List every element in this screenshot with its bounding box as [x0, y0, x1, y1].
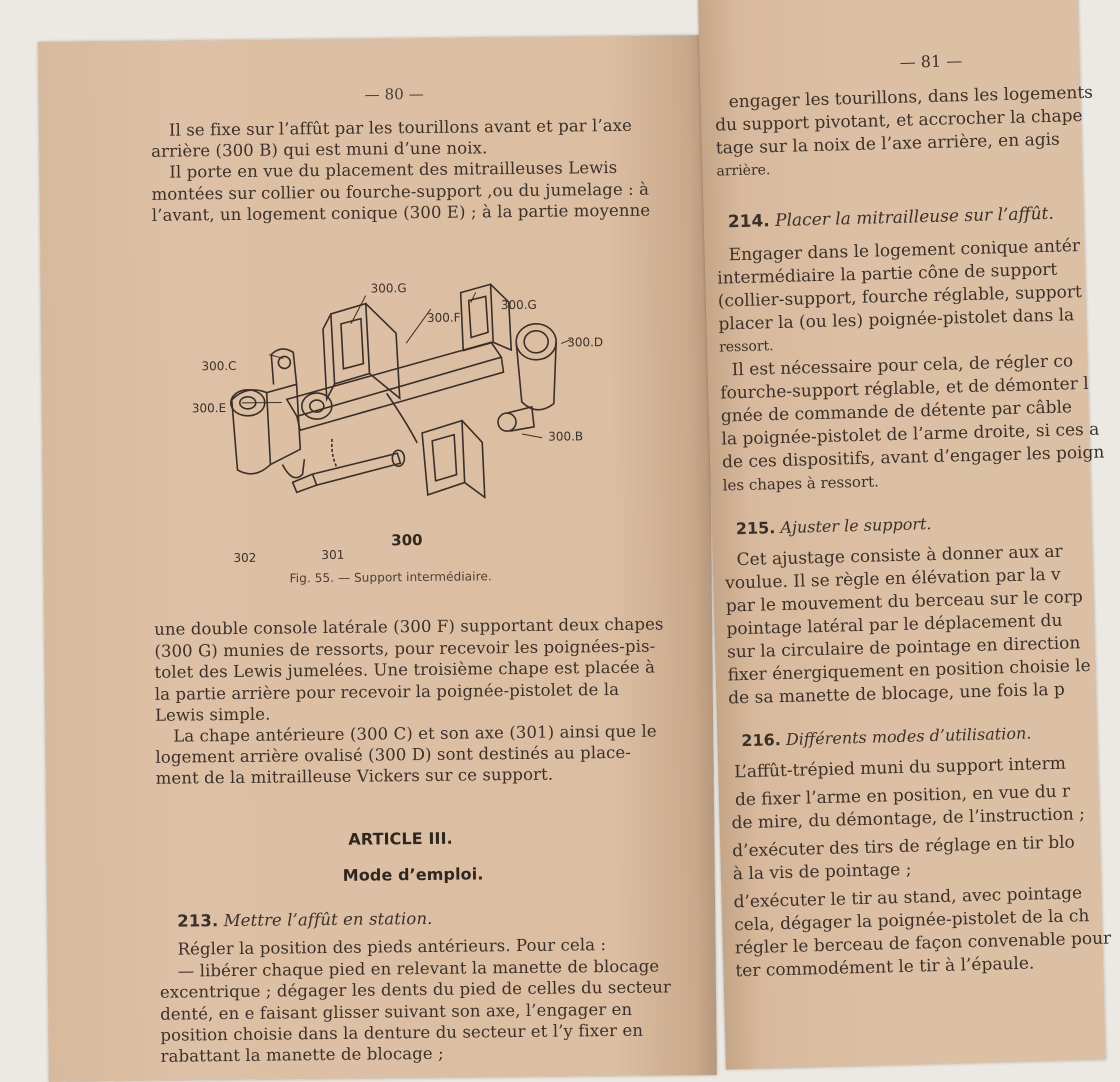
text-line: denté, en e faisant glisser suivant son axe, l’engager en: [160, 999, 633, 1024]
text-line: montées sur collier ou fourche-support ,ou du jumelage : à: [151, 179, 650, 204]
text-line: gnée de commande de détente par câble: [720, 397, 1073, 427]
text-line: tolet des Lewis jumelées. Une troisième chape est placée à: [154, 657, 656, 682]
text-line: rabattant la manette de blocage ;: [160, 1043, 444, 1066]
text-line: d’exécuter des tirs de réglage en tir blo: [732, 832, 1076, 862]
text-line: la poignée-pistolet de l’arme droite, si ces a: [721, 419, 1100, 450]
text-line: de sa manette de blocage, une fois la p: [728, 679, 1066, 709]
text-line: arrière.: [716, 162, 771, 180]
section-title: Ajuster le support.: [780, 514, 932, 538]
figure-label: 300.G: [370, 281, 407, 296]
text-line: excentrique ; dégager les dents du pied de celles du secteur: [159, 977, 672, 1002]
text-line: du support pivotant, et accrocher la chape: [715, 105, 1083, 136]
section-number: 214.: [727, 211, 771, 233]
text-line: à la vis de pointage ;: [732, 859, 912, 885]
text-line: Régler la position des pieds antérieurs. Pour cela :: [177, 935, 607, 959]
text-line: de ces dispositifs, avant d’engager les poign: [721, 442, 1105, 473]
text-line: voulue. Il se règle en élévation par la v: [725, 564, 1061, 594]
text-line: Il se fixe sur l’affût par les tourillons avant et par l’axe: [168, 115, 633, 140]
text-line: — libérer chaque pied en relevant la manette de blocage: [177, 956, 660, 981]
text-line: une double console latérale (300 F) supportant deux chapes: [154, 614, 664, 639]
figure-label: 300.F: [426, 310, 461, 325]
section-215-heading: [736, 512, 932, 540]
section-214-heading: [728, 203, 1055, 235]
text-line: d’exécuter le tir au stand, avec pointage: [733, 883, 1083, 913]
text-line: tage sur la noix de l’axe arrière, en agis: [715, 129, 1060, 159]
text-line: Lewis simple.: [154, 704, 271, 725]
figure-label: 300.C: [201, 358, 237, 374]
text-line: sur la circulaire de pointage en direction: [726, 633, 1081, 663]
text-line: Engager dans le logement conique antér: [728, 236, 1081, 266]
section-number: 216.: [741, 730, 782, 751]
figure-caption: Fig. 55. — Support intermédiaire.: [289, 569, 492, 586]
figure-label: 302: [233, 550, 257, 565]
section-title: Différents modes d’utilisation.: [785, 723, 1032, 749]
text-line: ment de la mitrailleuse Vickers sur ce support.: [155, 764, 554, 788]
text-line: (collier-support, fourche réglable, support: [717, 282, 1083, 312]
text-line: La chape antérieure (300 C) et son axe (301) ainsi que le: [173, 721, 657, 746]
text-line: ressort.: [718, 338, 774, 356]
text-line: position choisie dans la denture du secteur et l’y fixer en: [160, 1020, 644, 1045]
article-title: ARTICLE III.: [348, 828, 453, 849]
text-line: L’affût-trépied muni du support interm: [733, 753, 1067, 783]
text-line: de mire, du démontage, de l’instruction ;: [731, 804, 1086, 834]
section-number: 213.: [177, 911, 219, 931]
section-title: Mettre l’affût en station.: [223, 908, 433, 931]
figure-label: 300.B: [548, 429, 584, 444]
figure-support-intermediaire: [190, 231, 613, 565]
text-line: ter commodément le tir à l’épaule.: [735, 953, 1035, 982]
text-line: régler le berceau de façon convenable pour: [734, 928, 1112, 959]
text-line: (300 G) munies de ressorts, pour recevoir les poignées-pis-: [154, 636, 656, 661]
article-subtitle: Mode d’emploi.: [342, 864, 484, 885]
text-line: fourche-support réglable, et de démonter l: [720, 373, 1089, 404]
text-line: par le mouvement du berceau sur le corp: [725, 587, 1084, 617]
left-page: [38, 35, 717, 1082]
section-title: Placer la mitrailleuse sur l’affût.: [774, 203, 1055, 232]
text-line: intermédiaire la partie cône de support: [717, 259, 1058, 289]
section-216-heading: [741, 722, 1032, 753]
text-line: Il est nécessaire pour cela, de régler co: [731, 351, 1074, 381]
text-line: Cet ajustage consiste à donner aux ar: [736, 541, 1063, 571]
text-line: la partie arrière pour recevoir la poignée-pistolet de la: [154, 679, 620, 704]
figure-label: 300.E: [191, 401, 227, 416]
figure-label: 300.G: [500, 297, 537, 313]
text-line: logement arrière ovalisé (300 D) sont destinés au place-: [155, 742, 632, 767]
text-line: arrière (300 B) qui est muni d’une noix.: [151, 138, 488, 161]
page-number: — 81 —: [899, 51, 963, 72]
text-line: l’avant, un logement conique (300 E) ; à la partie moyenne: [151, 200, 651, 225]
text-line: engager les tourillons, dans les logements: [728, 82, 1094, 113]
page-number: — 80 —: [364, 84, 424, 104]
text-line: cela, dégager la poignée-pistolet de la ch: [733, 906, 1090, 936]
text-line: pointage latéral par le déplacement du: [726, 610, 1063, 640]
support-drawing: [190, 231, 613, 525]
text-line: placer la (ou les) poignée-pistolet dans la: [718, 305, 1075, 335]
figure-label: 301: [321, 547, 345, 563]
section-213-heading: [177, 908, 432, 932]
right-page: [698, 0, 1112, 1070]
text-line: fixer énergiquement en position choisie le: [727, 655, 1091, 686]
text-line: Il porte en vue du placement des mitrailleuses Lewis: [169, 157, 618, 182]
figure-number: 300: [391, 531, 423, 550]
text-line: les chapes à ressort.: [722, 472, 880, 495]
section-number: 215.: [735, 518, 776, 539]
text-line: de fixer l’arme en position, en vue du r: [734, 781, 1071, 811]
figure-label: 300.D: [567, 335, 604, 350]
